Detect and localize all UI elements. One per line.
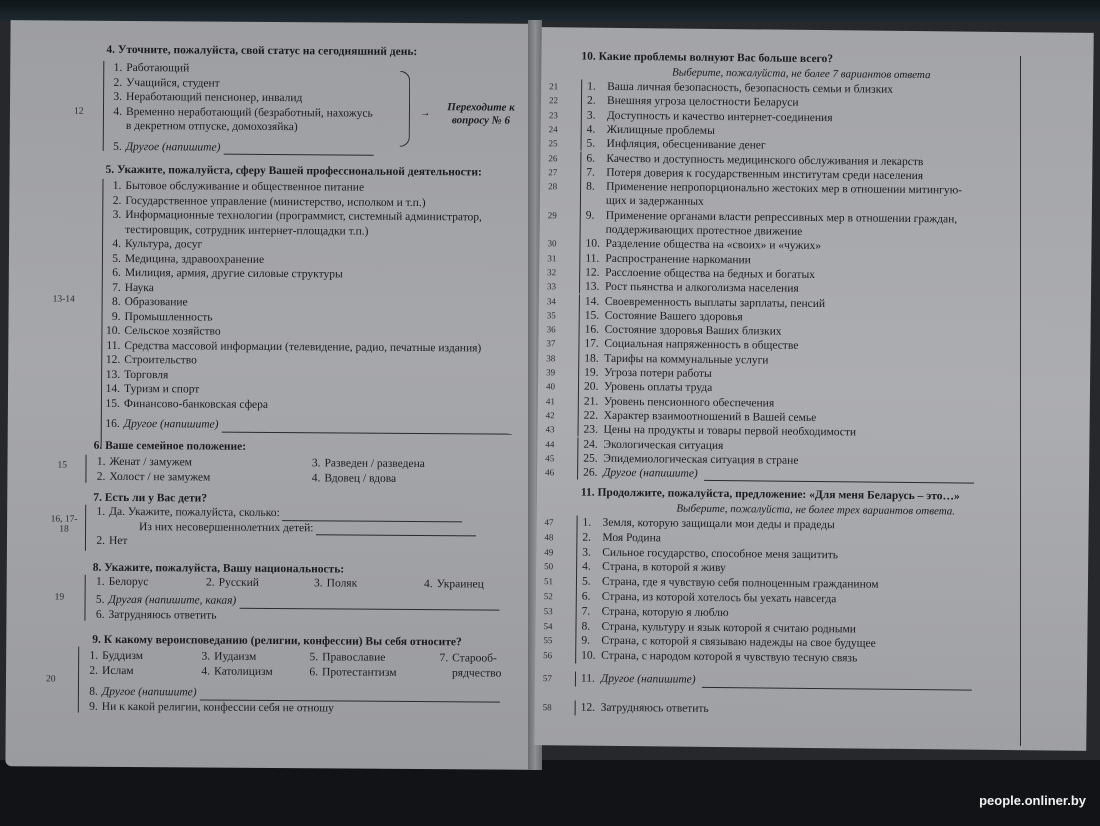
- option[interactable]: 2. Учащийся, студент: [113, 76, 220, 90]
- question-4: [106, 43, 526, 60]
- option-label: Уровень пенсионного обеспечения: [603, 395, 775, 410]
- option-code: 50: [544, 561, 554, 572]
- option-number: 3.: [582, 546, 591, 559]
- option[interactable]: 8. Образование: [111, 295, 188, 309]
- option-label: Страна, которую я люблю: [601, 605, 729, 619]
- right-brace: [400, 71, 411, 147]
- option[interactable]: 1. Буддизм: [89, 649, 144, 663]
- question-11: [581, 486, 1051, 520]
- bracket: [85, 455, 86, 483]
- option-other[interactable]: 5. Другое (напишите): [106, 139, 406, 156]
- option[interactable]: 13. Торговля: [105, 368, 169, 381]
- option-label: Затрудняюсь ответить: [600, 701, 709, 715]
- option[interactable]: [545, 465, 974, 484]
- option[interactable]: 1. Бытовое обслуживание и общественное питание: [112, 179, 365, 194]
- option[interactable]: 6. Протестантизм: [309, 666, 397, 679]
- option-number: 24.: [583, 438, 598, 451]
- option[interactable]: 3. Иудаизм: [201, 650, 257, 663]
- option-label: щих и задержанных: [605, 195, 704, 209]
- option-label: Жилищные проблемы: [606, 123, 715, 137]
- option[interactable]: [543, 700, 709, 717]
- option-number: 2.: [586, 94, 596, 107]
- option-code: 55: [543, 635, 553, 646]
- question-code: 15: [57, 460, 68, 471]
- option-code: 29: [547, 209, 557, 220]
- option[interactable]: 10. Сельское хозяйство: [106, 324, 221, 338]
- option-code: 46: [545, 467, 555, 478]
- option-number: 6.: [586, 152, 596, 165]
- option-code: 34: [546, 295, 556, 306]
- option-label: Состояние здоровья Ваших близких: [604, 323, 782, 338]
- option-code: 41: [545, 395, 555, 406]
- option-code: 23: [548, 109, 558, 120]
- option-label: Страна, из которой хотелось бы уехать навсегда: [601, 590, 837, 606]
- option[interactable]: 4. Украинец: [424, 578, 484, 591]
- option-label: Земля, которую защищали мои деды и прадеды: [602, 516, 835, 532]
- option-label: Эпидемиологическая ситуация в стране: [603, 452, 799, 467]
- question-instruction: Выберите, пожалуйста, не более трех вариантов ответа.: [676, 502, 956, 517]
- option-code: 57: [542, 673, 553, 684]
- option-code: 32: [547, 267, 557, 278]
- option[interactable]: 1. Работающий: [113, 61, 190, 75]
- question-6: [94, 439, 514, 456]
- bracket: [103, 61, 105, 151]
- options-row-2: [82, 664, 522, 682]
- question-10: [581, 50, 1041, 84]
- option-number: 19.: [584, 366, 599, 379]
- question-instruction: Выберите, пожалуйста, не более 7 вариантов ответа: [672, 65, 931, 81]
- option-number: 18.: [584, 352, 599, 365]
- left-page: [5, 20, 538, 770]
- option-number: 25.: [583, 452, 598, 465]
- option[interactable]: 4. Культура, досуг: [112, 237, 203, 251]
- option-label: поддерживающих протестное движение: [605, 223, 803, 238]
- option-number: 8.: [586, 180, 595, 193]
- option-code: 36: [546, 324, 556, 335]
- bracket: [78, 647, 79, 713]
- question-title: 5. Укажите, пожалуйста, сферу Вашей профессиональной деятельности:: [105, 163, 482, 179]
- option-code: 52: [543, 591, 553, 602]
- question-title: 11. Продолжите, пожалуйста, предложение: «Для меня Беларусь – это…»: [580, 486, 960, 503]
- options-list: [82, 685, 522, 717]
- option-code: 44: [545, 438, 555, 449]
- option[interactable]: 3. Разведен / разведена: [311, 457, 425, 471]
- option-label: Страна, где я чувствую себя полноценным гражданином: [601, 575, 879, 591]
- option[interactable]: 2. Государственное управление (министерство, исполком и т.п.): [112, 194, 426, 209]
- question-code: 13-14: [52, 294, 75, 305]
- option-number: 10.: [581, 649, 596, 662]
- option-code: 40: [545, 381, 556, 392]
- option-number: 20.: [583, 380, 599, 394]
- option[interactable]: [543, 671, 972, 690]
- question-title: 6. Ваше семейное положение:: [93, 439, 247, 453]
- option-continuation: [548, 194, 704, 210]
- option-continuation: в декретном отпуске, домохозяйка): [125, 119, 298, 134]
- option[interactable]: 15. Финансово-банковская сфера: [105, 397, 269, 411]
- option-number: 4.: [582, 560, 591, 574]
- option-label: Страна, с народом которой я чувствую тесную связь: [601, 649, 858, 665]
- question-title: 10. Какие проблемы волнуют Вас больше всего?: [581, 50, 834, 66]
- option-other[interactable]: 5. Другая (напишите, какая): [89, 593, 519, 611]
- option-number: 4.: [586, 123, 596, 136]
- option-label: Другое (напишите): [600, 672, 696, 686]
- option[interactable]: 4. Католицизм: [201, 665, 273, 679]
- background-table: [0, 760, 1100, 826]
- option-number: 5.: [581, 575, 591, 588]
- options-list: [89, 505, 519, 552]
- option-label: Применение непропорционально жестоких мер в отношении митингую-: [606, 180, 963, 197]
- option-code: 42: [545, 410, 555, 421]
- option-label: Расслоение общества на бедных и богатых: [605, 266, 816, 281]
- question-code: 16, 17-18: [50, 514, 78, 535]
- option[interactable]: 7. Наука: [112, 281, 154, 294]
- option-label: Применение органами власти репрессивных мер в отношении граждан,: [605, 209, 958, 226]
- option[interactable]: 2. Нет: [96, 534, 128, 547]
- option-code: 49: [544, 546, 554, 557]
- option-label: Страна, в которой я живу: [602, 561, 726, 575]
- option-number: 7.: [586, 166, 595, 179]
- option-label: Страна, культуру и язык которой я считаю родными: [601, 620, 857, 636]
- option[interactable]: 2. Ислам: [89, 664, 134, 678]
- option[interactable]: 1. Белорус: [96, 575, 149, 589]
- option-label: Рост пьянства и алкоголизма населения: [604, 280, 799, 296]
- option-code: 43: [545, 424, 555, 435]
- option-code: 35: [546, 309, 556, 321]
- options-list: [88, 593, 518, 625]
- question-title: 9. К какому вероисповеданию (религии, конфессии) Вы себя относите?: [92, 633, 462, 649]
- option-label: Разделение общества на «своих» и «чужих»: [605, 238, 822, 253]
- write-in-line[interactable]: [223, 154, 373, 156]
- option-label: Экологическая ситуация: [603, 438, 724, 452]
- option-code: 26: [548, 152, 558, 163]
- option-label: Доступность и качество интернет-соединения: [606, 109, 833, 124]
- option-number: 13.: [584, 280, 600, 293]
- write-in-line[interactable]: [704, 470, 974, 484]
- option-label: Другое (напишите): [603, 466, 698, 480]
- option-number: 1.: [582, 516, 592, 529]
- option[interactable]: 11. Средства массовой информации (телевидение, радио, печатные издания): [106, 339, 482, 354]
- option-continuation: тестировщик, сотрудник интернет-площадки т.п.): [125, 223, 369, 238]
- option[interactable]: 2. Холост / не замужем: [96, 470, 211, 484]
- option[interactable]: 9. Промышленность: [111, 310, 213, 324]
- options-list: [106, 61, 407, 156]
- option-number: 14.: [584, 295, 600, 308]
- write-in-line[interactable]: [221, 431, 511, 434]
- option-code: 53: [543, 605, 553, 617]
- option-code: 58: [542, 701, 552, 713]
- option-code: 28: [548, 181, 558, 192]
- options-list: [104, 179, 536, 434]
- question-title: 4. Уточните, пожалуйста, свой статус на сегодняшний день:: [106, 43, 418, 59]
- option-code: 22: [548, 95, 559, 106]
- option[interactable]: 4. Временно неработающий (безработный, нахожусь: [113, 105, 373, 120]
- option-number: 12.: [585, 266, 600, 279]
- option-code: 39: [546, 367, 556, 378]
- option-label: Моя Родина: [602, 531, 661, 545]
- option-label: Внешняя угроза целостности Беларуси: [606, 95, 799, 110]
- option[interactable]: 12. Строительство: [105, 353, 197, 367]
- option-label: Своевременность выплаты зарплаты, пенсий: [604, 295, 826, 310]
- option[interactable]: 9. Ни к какой религии, конфессии себя не отношу: [89, 700, 334, 714]
- option-number: 22.: [583, 409, 599, 422]
- question-code: 20: [45, 674, 56, 685]
- option-label: Качество и доступность медицинского обслуживания и лекарств: [606, 152, 924, 168]
- option-number: 8.: [581, 620, 591, 633]
- option-number: 2.: [582, 531, 592, 544]
- option-number: 9.: [581, 634, 591, 648]
- option-continuation: Из них несовершеннолетних детей:: [119, 519, 519, 536]
- option[interactable]: 14. Туризм и спорт: [105, 382, 200, 396]
- option-code: 27: [548, 167, 558, 178]
- option-label: Состояние Вашего здоровья: [604, 309, 743, 324]
- option[interactable]: 3. Неработающий пенсионер, инвалид: [113, 90, 303, 105]
- option-code: 30: [547, 238, 557, 249]
- option[interactable]: 1. Да. Укажите, пожалуйста, сколько:: [89, 505, 519, 523]
- option-number: 16.: [584, 323, 600, 336]
- option-label: Угроза потери работы: [604, 366, 712, 380]
- question-9: [92, 633, 522, 651]
- option-number: 12.: [580, 701, 596, 714]
- question-code: 12: [73, 106, 84, 117]
- option-label: Цены на продукты и товары первой необходимости: [603, 423, 857, 439]
- question-title: 8. Укажите, пожалуйста, Вашу национальность:: [92, 561, 345, 576]
- page-frame-line: [1020, 56, 1021, 746]
- option-label: Характер взаимоотношений в Вашей семье: [603, 409, 817, 424]
- option[interactable]: [544, 530, 661, 546]
- bracket: [84, 575, 85, 621]
- option-code: 31: [547, 252, 557, 263]
- option-label: Уровень оплаты труда: [603, 381, 713, 395]
- option-number: 26.: [583, 466, 598, 479]
- option-number: 7.: [581, 605, 591, 618]
- option[interactable]: [543, 648, 857, 666]
- option-other[interactable]: 16. Другое (напишите): [104, 417, 534, 435]
- write-in-line[interactable]: [702, 677, 972, 691]
- option-code: 38: [546, 352, 556, 363]
- option-code: 48: [544, 531, 554, 543]
- option-code: 33: [547, 281, 557, 292]
- option-code: 47: [544, 517, 554, 528]
- option-number: 17.: [584, 337, 599, 351]
- option-code: 45: [545, 452, 555, 464]
- option-number: 11.: [580, 672, 595, 685]
- bracket: [580, 223, 586, 237]
- question-title: 7. Есть ли у Вас дети?: [93, 491, 208, 505]
- option-code: 56: [543, 650, 553, 661]
- bracket: [580, 194, 586, 208]
- option[interactable]: 1. Женат / замужем: [96, 455, 193, 469]
- option[interactable]: 3. Информационные технологии (программист, системный администратор,: [112, 208, 483, 224]
- option[interactable]: 6. Затрудняюсь ответить: [95, 608, 217, 622]
- question-5: [106, 163, 536, 181]
- option-number: 11.: [585, 252, 600, 265]
- option-label: Страна, с которой я связываю надежды на свое будущее: [601, 635, 876, 651]
- option-number: 5.: [586, 137, 596, 150]
- option-number: 21.: [583, 395, 599, 408]
- option-number: 6.: [581, 590, 591, 603]
- options-row: [89, 575, 537, 593]
- option-number: 1.: [587, 80, 596, 93]
- site-watermark: people.onliner.by: [979, 793, 1086, 808]
- question-code: 19: [54, 592, 65, 603]
- options-grid: [89, 455, 504, 487]
- background-top: [0, 0, 1100, 22]
- goto-note: Переходите к вопросу № 6: [447, 101, 515, 127]
- option[interactable]: 4. Вдовец / вдова: [311, 471, 397, 485]
- option-label: Распространение наркомании: [605, 252, 751, 266]
- option[interactable]: 2. Русский: [206, 576, 259, 589]
- bracket: [85, 505, 86, 551]
- option-label: Тарифы на коммунальные услуги: [604, 352, 769, 367]
- option-code: 21: [549, 81, 559, 92]
- option[interactable]: 5. Православие: [309, 651, 386, 664]
- option[interactable]: 7. Староoб-: [439, 652, 497, 665]
- option[interactable]: 3. Поляк: [314, 577, 358, 590]
- option-label: Инфляция, обесценивание денег: [606, 138, 766, 152]
- option-number: 3.: [586, 109, 596, 122]
- option-number: 15.: [584, 309, 600, 322]
- option-other[interactable]: 8. Другое (напишите): [82, 685, 522, 703]
- option-number: 9.: [585, 209, 595, 222]
- option[interactable]: 5. Медицина, здравоохранение: [112, 252, 265, 266]
- arrow-icon: →: [419, 107, 431, 120]
- option-code: 37: [546, 338, 556, 349]
- right-page: [534, 27, 1093, 751]
- option-label: Потеря доверия к государственным институтам среди населения: [606, 166, 924, 182]
- option-number: 23.: [583, 423, 598, 436]
- option-label: Сильное государство, способное меня защитить: [602, 546, 839, 561]
- option-label: Социальная напряженность в обществе: [604, 338, 799, 353]
- option-number: 10.: [585, 237, 600, 251]
- option-code: 24: [548, 124, 558, 135]
- option-code: 54: [543, 620, 553, 631]
- option-continuation: рядчество: [452, 667, 502, 680]
- option-code: 51: [543, 576, 554, 587]
- option-label: Ваша личная безопасность, безопасность семьи и близких: [607, 80, 894, 96]
- option[interactable]: 6. Милиция, армия, другие силовые структуры: [112, 266, 343, 281]
- option-code: 25: [548, 138, 558, 149]
